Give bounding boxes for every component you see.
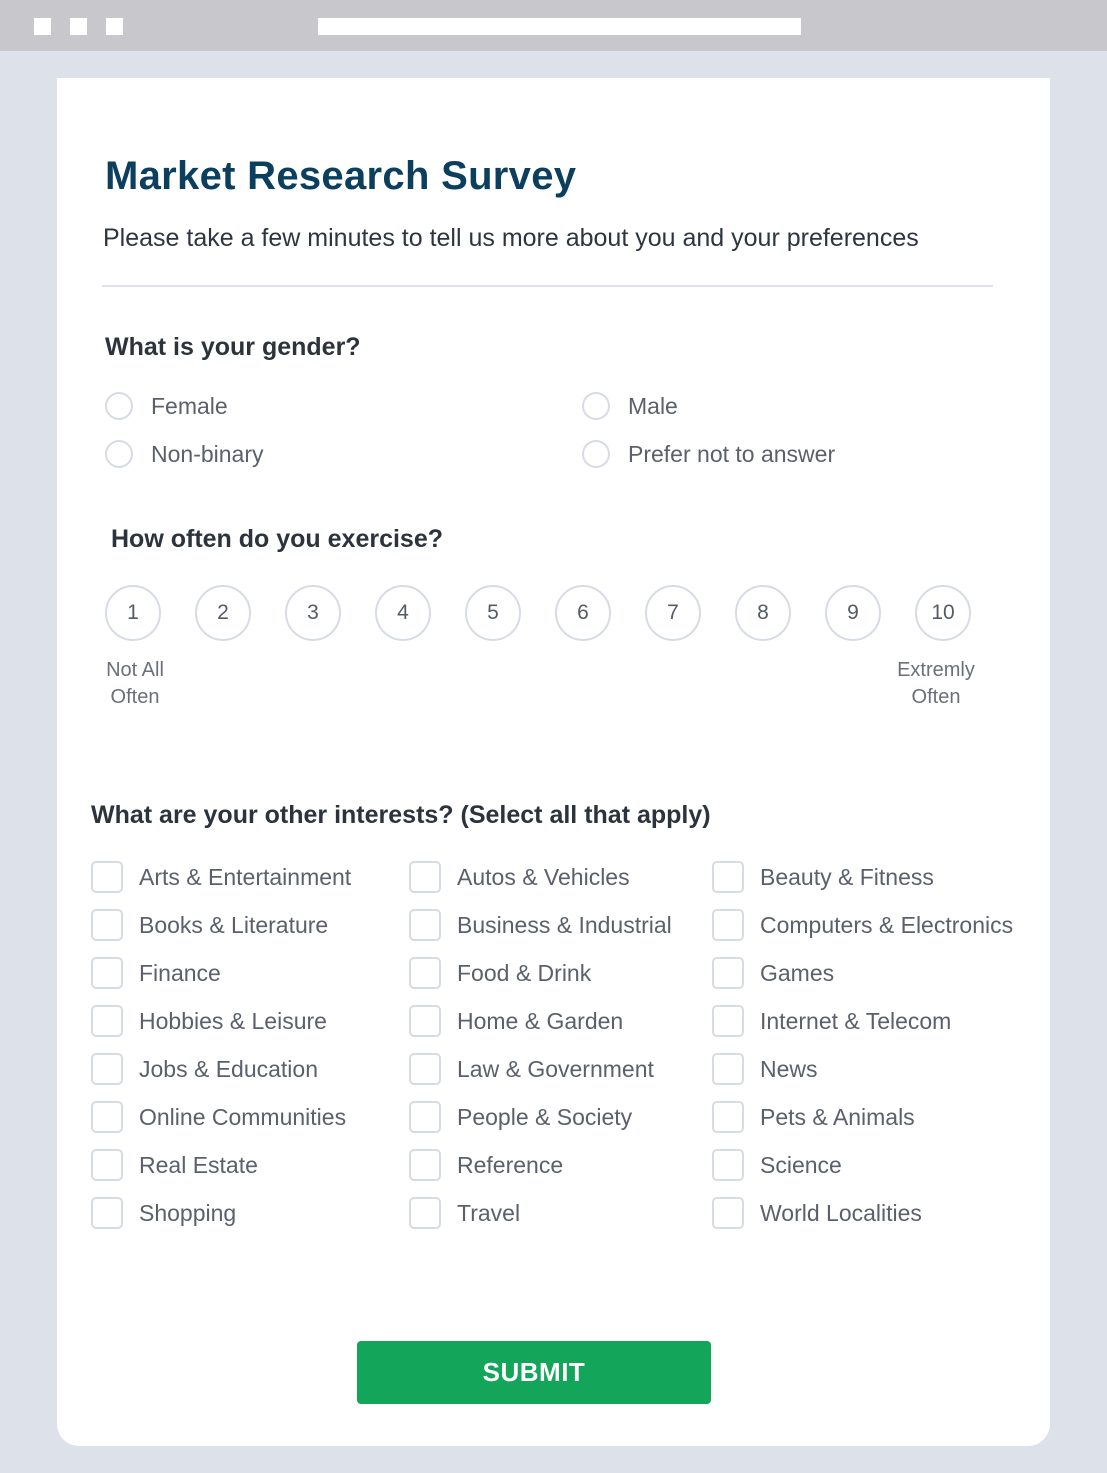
checkbox-label: Shopping: [139, 1199, 237, 1226]
radio-button[interactable]: [582, 392, 610, 420]
checkbox[interactable]: [409, 1101, 441, 1133]
checkbox-option[interactable]: [712, 1147, 1013, 1183]
scale-option-9[interactable]: 9: [825, 585, 881, 641]
checkbox-label: News: [760, 1055, 818, 1082]
checkbox-option[interactable]: [409, 1003, 672, 1039]
checkbox-label: Reference: [457, 1151, 564, 1178]
checkbox-label: Pets & Animals: [760, 1103, 915, 1130]
checkbox-option[interactable]: [409, 1195, 672, 1231]
checkbox-label: Games: [760, 959, 835, 986]
survey-subtitle: Please take a few minutes to tell us more about you and your preferences: [103, 224, 919, 252]
checkbox[interactable]: [91, 957, 123, 989]
radio-label: Male: [628, 392, 678, 419]
checkbox[interactable]: [91, 909, 123, 941]
checkbox-label: Beauty & Fitness: [760, 863, 934, 890]
checkbox[interactable]: [91, 861, 123, 893]
window-control-3[interactable]: [106, 18, 123, 35]
scale-option-7[interactable]: 7: [645, 585, 701, 641]
scale-option-3[interactable]: 3: [285, 585, 341, 641]
checkbox-label: Autos & Vehicles: [457, 863, 630, 890]
radio-label: Non-binary: [151, 440, 264, 467]
scale-option-5[interactable]: 5: [465, 585, 521, 641]
checkbox-label: Hobbies & Leisure: [139, 1007, 327, 1034]
checkbox[interactable]: [91, 1101, 123, 1133]
interests-column-1: [91, 859, 351, 1231]
scale-low-label-line1: Not All: [106, 659, 164, 681]
checkbox-option[interactable]: [91, 1051, 351, 1087]
exercise-question: How often do you exercise?: [111, 525, 444, 553]
survey-card: [57, 78, 1050, 1446]
scale-option-1[interactable]: 1: [105, 585, 161, 641]
checkbox[interactable]: [409, 1005, 441, 1037]
checkbox-label: Real Estate: [139, 1151, 258, 1178]
interests-column-2: [409, 859, 672, 1231]
checkbox[interactable]: [91, 1053, 123, 1085]
checkbox-option[interactable]: [91, 1147, 351, 1183]
checkbox-option[interactable]: [91, 859, 351, 895]
checkbox[interactable]: [712, 1053, 744, 1085]
checkbox[interactable]: [712, 1149, 744, 1181]
radio-label: Female: [151, 392, 228, 419]
radio-label: Prefer not to answer: [628, 440, 836, 467]
checkbox[interactable]: [409, 909, 441, 941]
radio-option-female[interactable]: [105, 389, 228, 423]
interests-column-3: [712, 859, 1013, 1231]
checkbox-option[interactable]: [712, 955, 1013, 991]
checkbox-label: Online Communities: [139, 1103, 347, 1130]
checkbox-option[interactable]: [712, 859, 1013, 895]
scale-high-label: [884, 657, 988, 711]
checkbox-label: Internet & Telecom: [760, 1007, 952, 1034]
checkbox-option[interactable]: [409, 907, 672, 943]
checkbox[interactable]: [91, 1149, 123, 1181]
window-control-1[interactable]: [34, 18, 51, 35]
checkbox[interactable]: [409, 1197, 441, 1229]
submit-button[interactable]: SUBMIT: [357, 1341, 711, 1404]
radio-button[interactable]: [582, 440, 610, 468]
header-divider: [102, 285, 993, 287]
checkbox-option[interactable]: [91, 955, 351, 991]
browser-topbar: [0, 0, 1107, 51]
radio-option-prefer-not[interactable]: [582, 437, 835, 471]
survey-title: Market Research Survey: [105, 154, 577, 198]
scale-option-6[interactable]: 6: [555, 585, 611, 641]
scale-option-2[interactable]: 2: [195, 585, 251, 641]
checkbox-label: Travel: [457, 1199, 521, 1226]
checkbox-option[interactable]: [409, 859, 672, 895]
checkbox[interactable]: [409, 1053, 441, 1085]
checkbox-label: People & Society: [457, 1103, 633, 1130]
radio-option-male[interactable]: [582, 389, 678, 423]
checkbox[interactable]: [409, 957, 441, 989]
scale-option-10[interactable]: 10: [915, 585, 971, 641]
checkbox[interactable]: [712, 861, 744, 893]
checkbox[interactable]: [712, 1005, 744, 1037]
scale-low-label: [93, 657, 177, 711]
checkbox[interactable]: [712, 909, 744, 941]
checkbox-label: Home & Garden: [457, 1007, 624, 1034]
checkbox[interactable]: [712, 1101, 744, 1133]
gender-question: What is your gender?: [105, 333, 361, 361]
radio-button[interactable]: [105, 440, 133, 468]
checkbox[interactable]: [91, 1005, 123, 1037]
checkbox-option[interactable]: [712, 907, 1013, 943]
scale-high-label-line1: Extremly: [897, 659, 975, 681]
checkbox-label: World Localities: [760, 1199, 922, 1226]
checkbox-label: Books & Literature: [139, 911, 329, 938]
checkbox[interactable]: [91, 1197, 123, 1229]
checkbox-label: Food & Drink: [457, 959, 592, 986]
checkbox-option[interactable]: [409, 1099, 672, 1135]
checkbox-option[interactable]: [712, 1003, 1013, 1039]
checkbox-label: Arts & Entertainment: [139, 863, 352, 890]
interests-question: What are your other interests? (Select all that apply): [91, 801, 711, 829]
checkbox[interactable]: [409, 861, 441, 893]
checkbox-option[interactable]: [712, 1099, 1013, 1135]
checkbox-label: Law & Government: [457, 1055, 654, 1082]
checkbox-option[interactable]: [712, 1051, 1013, 1087]
checkbox-label: Business & Industrial: [457, 911, 672, 938]
checkbox-option[interactable]: [91, 1003, 351, 1039]
address-bar[interactable]: [318, 18, 801, 35]
scale-low-label-line2: Often: [110, 686, 160, 708]
checkbox-label: Science: [760, 1151, 842, 1178]
scale-option-4[interactable]: 4: [375, 585, 431, 641]
window-control-2[interactable]: [70, 18, 87, 35]
checkbox-option[interactable]: [409, 1147, 672, 1183]
checkbox-option[interactable]: [91, 907, 351, 943]
checkbox-option[interactable]: [409, 955, 672, 991]
checkbox-option[interactable]: [712, 1195, 1013, 1231]
checkbox-label: Jobs & Education: [139, 1055, 319, 1082]
checkbox[interactable]: [712, 1197, 744, 1229]
checkbox-label: Computers & Electronics: [760, 911, 1014, 938]
scale-high-label-line2: Often: [911, 686, 961, 708]
checkbox-option[interactable]: [409, 1051, 672, 1087]
checkbox-option[interactable]: [91, 1099, 351, 1135]
radio-button[interactable]: [105, 392, 133, 420]
checkbox[interactable]: [712, 957, 744, 989]
scale-option-8[interactable]: 8: [735, 585, 791, 641]
checkbox[interactable]: [409, 1149, 441, 1181]
checkbox-label: Finance: [139, 959, 221, 986]
radio-option-non-binary[interactable]: [105, 437, 264, 471]
checkbox-option[interactable]: [91, 1195, 351, 1231]
